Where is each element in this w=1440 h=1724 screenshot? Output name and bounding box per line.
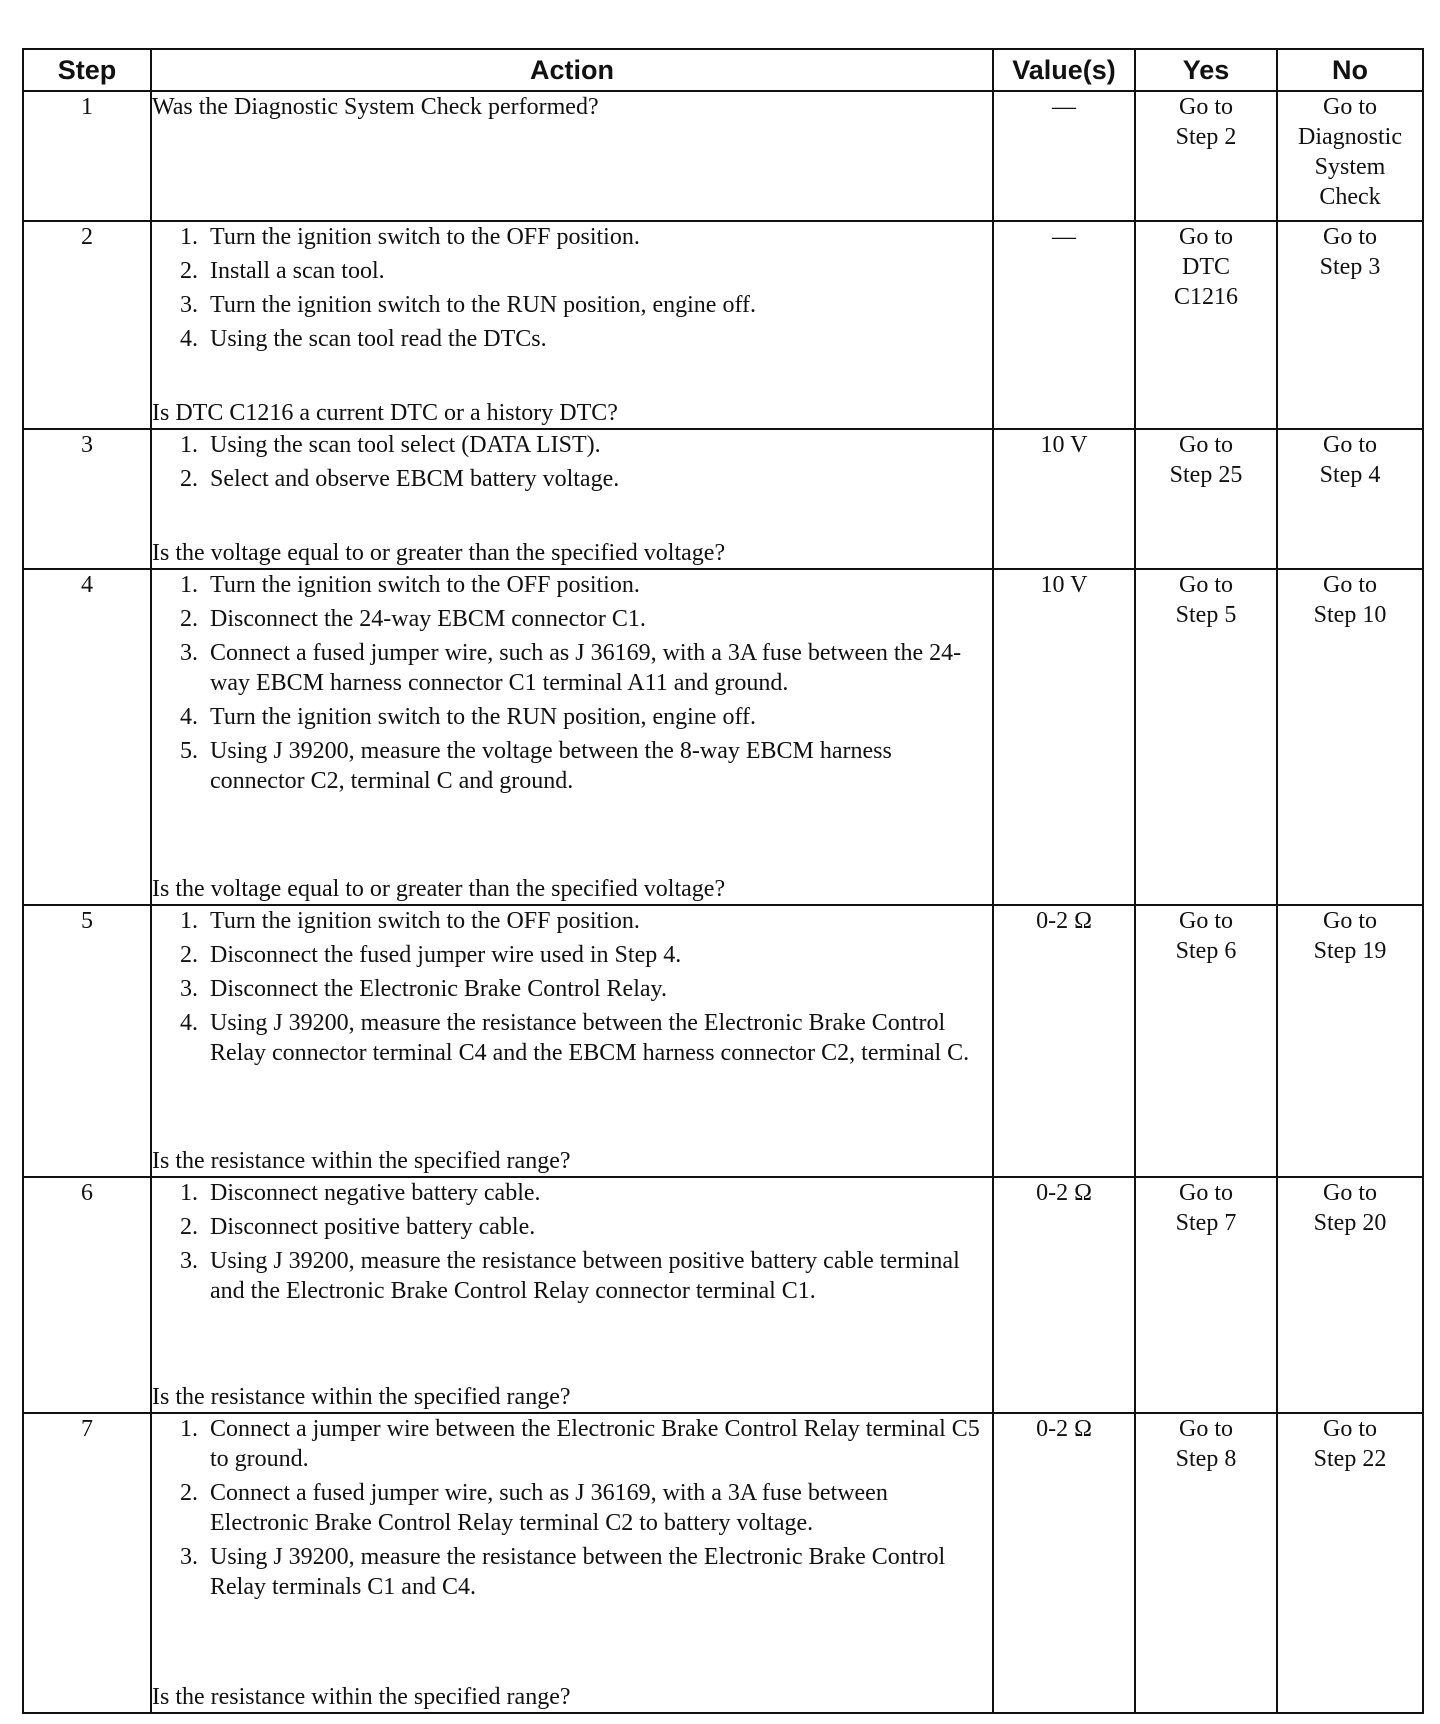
table-row <box>23 429 1423 569</box>
value-cell: 0-2 Ω <box>993 1413 1135 1713</box>
value-cell: 10 V <box>993 429 1135 569</box>
list-item: 2. Select and observe EBCM battery voltage. <box>180 466 620 492</box>
step-number: 5 <box>23 905 151 1177</box>
list-item: 1. Turn the ignition switch to the OFF position. <box>180 224 640 250</box>
list-item: 4. Using the scan tool read the DTCs. <box>180 326 547 352</box>
procedure-list <box>152 570 992 800</box>
question-text: Is the resistance within the specified range? <box>152 1384 571 1410</box>
table-row <box>23 1177 1423 1413</box>
action-cell <box>151 1177 993 1413</box>
question-text: Is the voltage equal to or greater than the specified voltage? <box>152 876 726 902</box>
list-item: 3. Disconnect the Electronic Brake Control Relay. <box>180 976 667 1002</box>
no-cell: Go to Step 22 <box>1277 1413 1423 1713</box>
value-cell: 10 V <box>993 569 1135 905</box>
no-cell: Go to Step 3 <box>1277 221 1423 429</box>
header-action: Action <box>151 49 993 91</box>
question-text: Is DTC C1216 a current DTC or a history DTC? <box>152 400 618 426</box>
action-cell <box>151 91 993 221</box>
list-item: 1. Turn the ignition switch to the OFF position. <box>180 908 640 934</box>
list-item: 1. Disconnect negative battery cable. <box>180 1180 541 1206</box>
value-cell: 0-2 Ω <box>993 1177 1135 1413</box>
yes-cell: Go to Step 6 <box>1135 905 1277 1177</box>
header-no: No <box>1277 49 1423 91</box>
table-row <box>23 905 1423 1177</box>
value-cell: — <box>993 221 1135 429</box>
table-row <box>23 221 1423 429</box>
list-item: 3. Using J 39200, measure the resistance between the Electronic Brake Control Relay terminals C1 and C4. <box>180 1544 946 1600</box>
list-item: 4. Turn the ignition switch to the RUN position, engine off. <box>180 704 756 730</box>
list-item: 1. Using the scan tool select (DATA LIST). <box>180 432 601 458</box>
yes-cell: Go to Step 8 <box>1135 1413 1277 1713</box>
list-item: 2. Connect a fused jumper wire, such as J 36169, with a 3A fuse between Electronic Brake Control Relay terminal C2 to battery voltage. <box>180 1480 888 1536</box>
header-row <box>23 49 1423 91</box>
question-text: Was the Diagnostic System Check performed? <box>152 94 599 120</box>
procedure-list <box>152 1414 992 1606</box>
list-item: 4. Using J 39200, measure the resistance between the Electronic Brake Control Relay connector terminal C4 and the EBCM harness connector C2, terminal C. <box>180 1010 970 1066</box>
action-cell <box>151 569 993 905</box>
action-cell <box>151 1413 993 1713</box>
question-text: Is the resistance within the specified range? <box>152 1148 571 1174</box>
list-item: 2. Disconnect positive battery cable. <box>180 1214 536 1240</box>
procedure-list <box>152 430 992 498</box>
table-row <box>23 91 1423 221</box>
procedure-list <box>152 222 992 358</box>
list-item: 1. Connect a jumper wire between the Electronic Brake Control Relay terminal C5 to ground. <box>180 1416 980 1472</box>
action-cell <box>151 905 993 1177</box>
yes-cell: Go to Step 7 <box>1135 1177 1277 1413</box>
header-yes: Yes <box>1135 49 1277 91</box>
step-number: 6 <box>23 1177 151 1413</box>
step-number: 2 <box>23 221 151 429</box>
list-item: 5. Using J 39200, measure the voltage between the 8-way EBCM harness connector C2, terminal C and ground. <box>180 738 892 794</box>
procedure-list <box>152 906 992 1072</box>
list-item: 2. Disconnect the 24-way EBCM connector C1. <box>180 606 646 632</box>
procedure-list <box>152 1178 992 1310</box>
value-cell: — <box>993 91 1135 221</box>
no-cell: Go to Step 10 <box>1277 569 1423 905</box>
step-number: 4 <box>23 569 151 905</box>
table-row <box>23 569 1423 905</box>
question-text: Is the voltage equal to or greater than the specified voltage? <box>152 540 726 566</box>
list-item: 1. Turn the ignition switch to the OFF position. <box>180 572 640 598</box>
no-cell: Go to Step 19 <box>1277 905 1423 1177</box>
list-item: 3. Turn the ignition switch to the RUN position, engine off. <box>180 292 756 318</box>
yes-cell: Go to DTC C1216 <box>1135 221 1277 429</box>
step-number: 3 <box>23 429 151 569</box>
list-item: 3. Using J 39200, measure the resistance between positive battery cable terminal and the Electronic Brake Control Relay connector terminal C1. <box>180 1248 960 1304</box>
value-cell: 0-2 Ω <box>993 905 1135 1177</box>
question-text: Is the resistance within the specified range? <box>152 1684 571 1710</box>
list-item: 3. Connect a fused jumper wire, such as J 36169, with a 3A fuse between the 24-way EBCM harness connector C1 terminal A11 and ground. <box>180 640 962 696</box>
no-cell: Go to Diagnostic System Check <box>1277 91 1423 221</box>
yes-cell: Go to Step 5 <box>1135 569 1277 905</box>
action-cell <box>151 221 993 429</box>
yes-cell: Go to Step 25 <box>1135 429 1277 569</box>
no-cell: Go to Step 20 <box>1277 1177 1423 1413</box>
step-number: 7 <box>23 1413 151 1713</box>
list-item: 2. Install a scan tool. <box>180 258 385 284</box>
list-item: 2. Disconnect the fused jumper wire used in Step 4. <box>180 942 682 968</box>
diagnostic-table <box>22 48 1424 1714</box>
table-row <box>23 1413 1423 1713</box>
header-step: Step <box>23 49 151 91</box>
header-values: Value(s) <box>993 49 1135 91</box>
action-cell <box>151 429 993 569</box>
step-number: 1 <box>23 91 151 221</box>
yes-cell: Go to Step 2 <box>1135 91 1277 221</box>
no-cell: Go to Step 4 <box>1277 429 1423 569</box>
